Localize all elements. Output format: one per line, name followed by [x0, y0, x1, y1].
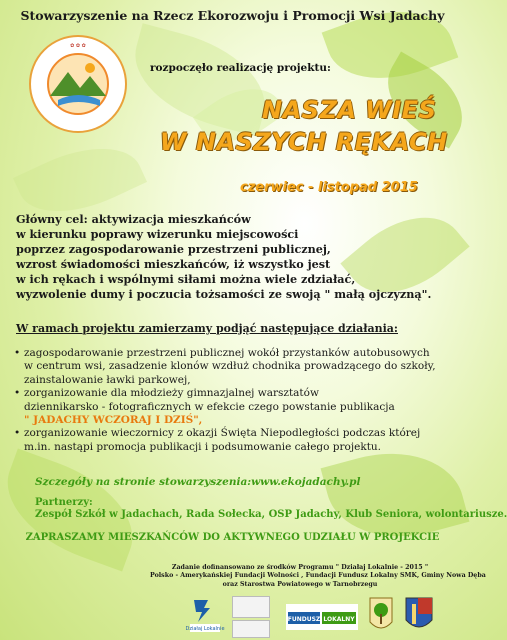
project-goal	[16, 212, 446, 302]
project-title-line1: NASZA WIEŚ	[262, 96, 437, 124]
action-item	[12, 347, 452, 387]
actions-list	[12, 347, 452, 454]
action-line: m.in. nastąpi promocja publikacji i podsumowanie całego projektu.	[24, 440, 382, 453]
funding-note	[150, 564, 486, 589]
dzialaj-lokalnie-logo	[185, 596, 225, 634]
funding-line: Zadanie dofinansowano ze środków Programu " Działaj Lokalnie - 2015 "	[171, 564, 429, 571]
dzialaj-lokalnie-text: Działaj Lokalnie	[185, 626, 225, 632]
organization-name: Stowarzyszenie na Rzecz Ekorozwoju i Promocji Wsi Jadachy	[20, 8, 445, 23]
project-title-line2: W NASZYCH RĘKACH	[160, 128, 448, 156]
action-line: zainstalowanie ławki parkowej,	[24, 373, 191, 386]
funding-line: Polsko - Amerykańskiej Fundacji Wolności , Fundacji Fundusz Lokalny SMK, Gminy Nowa Dęba	[150, 572, 486, 580]
action-line: • zorganizowanie wieczornicy z okazji Święta Niepodległości podczas której	[24, 427, 421, 440]
goal-line: wyzwolenie dumy i poczucia tożsamości ze swoją " małą ojczyzną".	[16, 287, 432, 301]
actions-heading: W ramach projektu zamierzamy podjąć następujące działania:	[16, 322, 398, 335]
partners-label: Partnerzy:	[35, 497, 93, 508]
fundusz-text: FUNDUSZ	[287, 616, 321, 623]
goal-line: Główny cel: aktywizacja mieszkańców	[16, 212, 251, 226]
goal-line: poprzez zagospodarowanie przestrzeni publicznej,	[16, 242, 331, 256]
action-line: dziennikarsko - fotograficznych w efekcie czego powstanie publikacja	[24, 400, 395, 413]
association-logo	[28, 34, 128, 134]
website-details: Szczegóły na stronie stowarzyszenia:www.ekojadachy.pl	[35, 476, 361, 488]
action-item	[12, 427, 452, 454]
svg-text:✿ ✿ ✿: ✿ ✿ ✿	[70, 43, 86, 49]
action-line: • zagospodarowanie przestrzeni publicznej wokół przystanków autobusowych	[24, 347, 430, 359]
fundusz-lokalny-logo	[286, 604, 358, 630]
invitation: ZAPRASZAMY MIESZKAŃCÓW DO AKTYWNEGO UDZIAŁU W PROJEKCIE	[25, 532, 440, 543]
action-line: • zorganizowanie dla młodzieży gimnazjalnej warsztatów	[24, 387, 319, 400]
goal-line: w kierunku poprawy wizerunku miejscowości	[16, 227, 299, 241]
foundation-logo	[232, 620, 270, 638]
coat-of-arms	[404, 596, 434, 634]
goal-line: wzrost świadomości mieszkańców, iż wszystko jest	[16, 257, 331, 271]
partners-list: Zespół Szkół w Jadachach, Rada Sołecka, OSP Jadachy, Klub Seniora, wolontariusze.	[35, 509, 507, 520]
foundation-logo	[232, 596, 270, 618]
subtitle: rozpoczęło realizację projektu:	[150, 62, 331, 74]
publication-title: " JADACHY WCZORAJ I DZIŚ",	[24, 414, 203, 427]
tree-emblem	[368, 596, 394, 636]
action-item	[12, 387, 452, 427]
action-line: w centrum wsi, zasadzenie klonów wzdłuż chodnika prowadzącego do szkoły,	[24, 360, 436, 373]
funding-line: oraz Starostwa Powiatowego w Tarnobrzegu	[222, 580, 378, 588]
lokalny-text: LOKALNY	[323, 616, 355, 623]
goal-line: w ich rękach i wspólnymi siłami można wiele zdziałać,	[16, 272, 356, 286]
project-dates: czerwiec - listopad 2015	[240, 180, 418, 195]
